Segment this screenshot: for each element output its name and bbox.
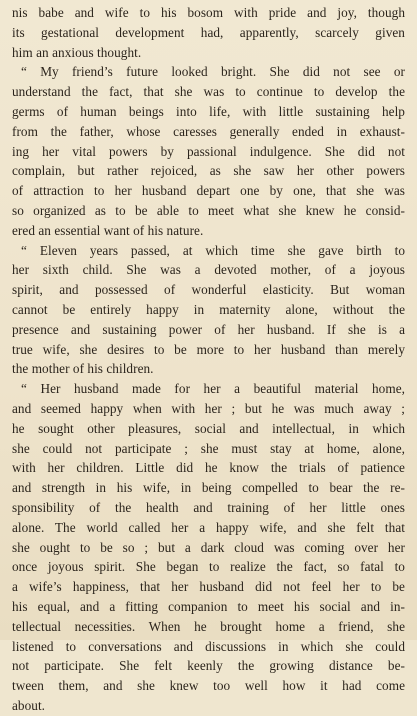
text-line: “ My friend’s future looked bright. She did not see or [21,64,405,80]
text-line: presence and sustaining power of her husband. If she is a [12,321,405,337]
text-line: alone. The world called her a happy wife, and she felt that [12,519,405,535]
paragraph-3 [12,241,405,380]
text-line: nis babe and wife to his bosom with pride and joy, though [12,5,405,20]
text-line: his equal, and a fitting companion to meet his social and in- [12,598,405,614]
text-line: spirit, and possessed of wonderful elasticity. But woman [12,282,405,298]
text-line: ing her vital powers by passional indulgence. She did not [12,143,405,159]
text-line: true wife, she desires to be more to her husband than merely [12,341,405,357]
text-line: tellectual necessities. When he brought home a friend, she [12,618,405,634]
text-line: about. [12,697,46,713]
paragraph-1 [12,3,405,62]
text-line: and seemed happy when with her ; but he was much away ; [12,400,405,416]
page-text [12,3,405,716]
text-line: germs of human beings into life, with little sustaining help [12,103,405,119]
text-line: and strength in his wife, in being compelled to bear the re- [12,480,405,496]
text-line: “ Her husband made for her a beautiful material home, [21,381,405,397]
text-line: understand the fact, that she was to continue to develop the [12,84,405,100]
text-line: the mother of his children. [12,361,154,377]
text-line: a wife’s happiness, that her husband did not feel her to be [12,579,405,595]
text-line: complain, but rather rejoiced, as she saw her other powers [12,163,405,179]
text-line: ered an essential want of his nature. [12,222,204,238]
text-line: its gestational development had, apparently, scarcely given [12,24,405,40]
text-line: tween them, and she knew too well how it had come [12,678,405,694]
text-line: once joyous spirit. She began to realize the fact, so fatal to [12,559,405,575]
paragraph-4 [12,379,405,716]
text-line: with her children. Little did he know the trials of patience [12,460,405,476]
text-line: she could not participate ; she must stay at home, alone, [12,440,405,456]
text-line: so organized as to be able to meet what she knew he consid- [12,202,405,218]
text-line: sponsibility of the health and training of her little ones [12,499,405,515]
text-line: not participate. She felt keenly the growing distance be- [12,658,405,674]
text-line: from the father, whose caresses generally ended in exhaust- [12,123,405,139]
text-line: listened to conversations and discussions in which she could [12,638,405,654]
text-line: him an anxious thought. [12,44,142,60]
text-line: “ Eleven years passed, at which time she gave birth to [21,242,405,258]
text-line: he sought other pleasures, social and intellectual, in which [12,420,405,436]
text-line: of attraction to her husband depart one by one, that she was [12,183,405,199]
text-line: cannot be entirely happy in maternity alone, without the [12,301,405,317]
text-line: she ought to be so ; but a dark cloud was coming over her [12,539,405,555]
paragraph-2 [12,62,405,240]
text-line: her sixth child. She was a devoted mother, of a joyous [12,262,405,278]
